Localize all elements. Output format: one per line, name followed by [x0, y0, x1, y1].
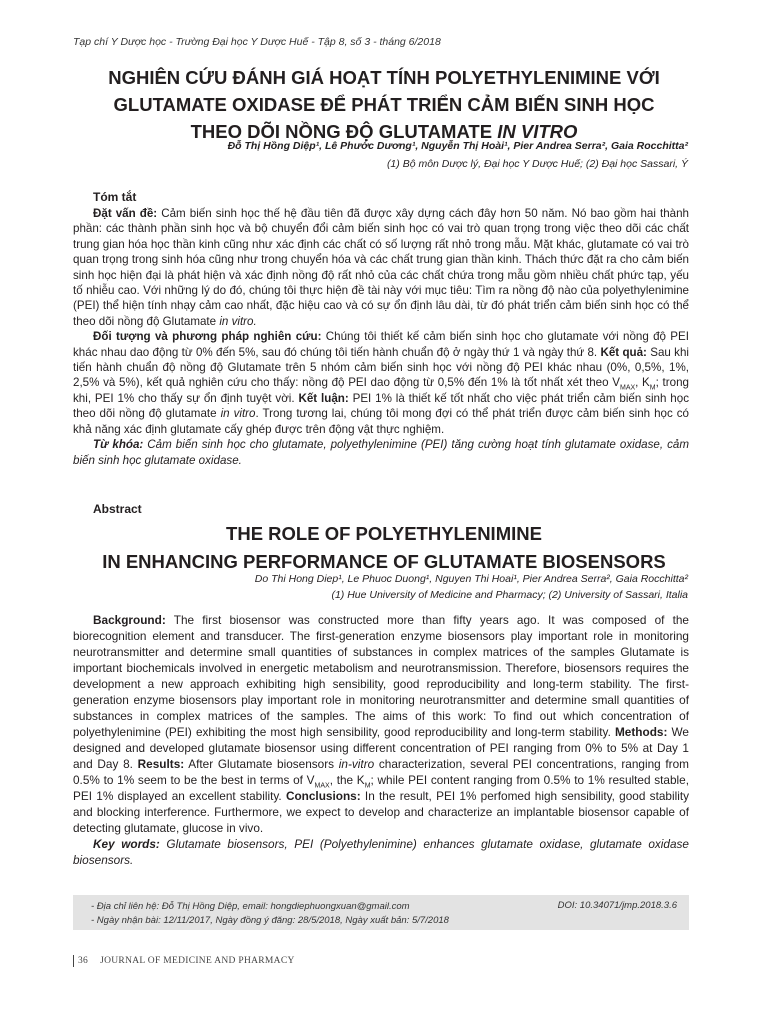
vn-text-results-end: ; trong khi, PEI 1% cho thấy sự ổn định tuyệt vời. [73, 376, 689, 405]
page-number: 36 [78, 956, 89, 967]
en-text-results: After Glutamate biosensors [184, 757, 339, 771]
vn-text-methods: Chúng tôi thiết kế cảm biến sinh học cho glutamate với nồng độ PEI khác nhau dao động từ 0% đến 5%, sau đó chúng tôi tiến hành chuẩn độ ở ngày thứ 1 và ngày thứ 8. [73, 330, 689, 359]
vn-title-line-2: GLUTAMATE OXIDASE ĐỂ PHÁT TRIỂN CẢM BIẾN SINH HỌC [113, 94, 655, 115]
footer-journal-name: JOURNAL OF MEDICINE AND PHARMACY [100, 956, 295, 967]
en-label-results: Results: [137, 757, 185, 771]
vn-abstract-body [73, 206, 689, 468]
vn-label-keywords: Từ khóa: [93, 438, 144, 452]
en-vmax-subscript: MAX [314, 782, 330, 790]
en-text-results-italic: in-vitro [338, 757, 375, 771]
doi-label: DOI: 10.34071/jmp.2018.3.6 [557, 900, 677, 911]
vn-km-subscript: M [649, 384, 656, 392]
vn-summary-heading: Tóm tắt [93, 190, 137, 204]
vn-affiliations: (1) Bộ môn Dược lý, Đại học Y Dược Huế; (2) Đại học Sassari, Ý [386, 158, 688, 170]
en-text-background: The first biosensor was constructed more than fifty years ago. It was composed of the biorecognition element and transducer. The first-generation enzyme biosensors play important role in monitoring neurotransmitter and determine small quantities of substances in complex matrices of the samples Glutamate is important biochemicals involved in energetic metabolism and neurotransmission. Therefore, biosensors requires the development a new approach exhibiting high sensibility, good reproducibility and long-term stability. The first-generation enzyme biosensors play important role in monitoring neurotransmitter and determine small quantities of substances in complex matrices of the samples. The aims of this work: To find out which concentration of polyethylenimine (PEI) exhibiting the most high sensibility, good reproducibility and long-term stability. [73, 613, 689, 739]
en-km-subscript: M [364, 782, 371, 790]
vn-text-conclusion-italic: in vitro [220, 407, 256, 421]
en-affiliations: (1) Hue University of Medicine and Pharmacy; (2) University of Sassari, Italia [331, 589, 688, 601]
vn-text-background: Cảm biến sinh học thế hệ đầu tiên đã được xây dựng cách đây hơn 50 năm. Nó bao gồm hai thành phần: các thành phần sinh học và bộ chuyển đổi cảm biến sinh học có vai trò quan trọng trong việc theo dõi các chất trung gian hóa học thần kinh cũng như xác định các chất có số lượng rất nhỏ trong mẫu. Mặt khác, glutamate có vai trò quan trọng trong sinh hóa cũng như trong chuyển hóa và các chất trung gian thần kinh. Thách thức đặt ra cho cảm biến sinh học hiện đại là phát hiện và xác định nồng độ rất nhỏ của các chất chứa trong mẫu gồm nhiều chất phức tạp, yếu tố nhiễu cao. Với những lý do đó, chúng tôi thực hiện đề tài này với mục tiêu: Tìm ra nồng độ nào của polyethylenimine (PEI) thể hiện tính nhạy cảm cao nhất, đặc hiệu cao và có sự ổn định lâu dài, từ đó phát triển cảm biến sinh học có thể theo dõi nồng độ Glutamate [73, 207, 689, 328]
vn-title-in-vitro: IN VITRO [497, 121, 578, 142]
en-title-line-2: IN ENHANCING PERFORMANCE OF GLUTAMATE BIOSENSORS [102, 551, 666, 572]
en-label-keywords: Key words: [93, 837, 160, 851]
vn-authors: Đỗ Thị Hồng Diệp¹, Lê Phước Dương¹, Nguyễn Thị Hoài¹, Pier Andrea Serra², Gaia Rocchitta² [227, 140, 688, 152]
vn-title-line-3-text: THEO DÕI NỒNG ĐỘ GLUTAMATE [190, 121, 498, 142]
en-abstract-body [73, 612, 689, 868]
en-paragraph-main [73, 612, 689, 836]
abstract-heading: Abstract [93, 502, 142, 516]
vn-text-conclusion-end: . Trong tương lai, chúng tôi mong đợi có thể phát triển được cảm biến sinh học có khả năng xác định glutamate cấy ghép được trên động vật thực nghiệm. [73, 407, 689, 436]
vn-title-line-1: NGHIÊN CỨU ĐÁNH GIÁ HOẠT TÍNH POLYETHYLENIMINE VỚI [108, 67, 660, 88]
contact-email-line: - Địa chỉ liên hệ: Đỗ Thị Hồng Diệp, email: hongdiephuongxuan@gmail.com [91, 901, 410, 912]
en-paragraph-keywords [73, 836, 689, 868]
contact-details [91, 900, 449, 928]
vn-label-conclusion: Kết luận: [298, 391, 349, 405]
journal-header: Tạp chí Y Dược học - Trường Đại học Y Dược Huế - Tập 8, số 3 - tháng 6/2018 [73, 36, 441, 48]
vn-paragraph-keywords [73, 437, 689, 468]
en-text-results-3: ; while PEI content ranging from 0.5% to 1% resulted stable, PEI 1% displayed an excellent stability. [73, 773, 689, 803]
vn-text-background-end: in vitro. [219, 314, 257, 328]
vn-label-background: Đặt vấn đề: [93, 207, 158, 220]
en-title-line-1: THE ROLE OF POLYETHYLENIMINE [226, 523, 542, 544]
page-footer [73, 955, 295, 967]
english-title [60, 520, 708, 576]
contact-dates-line: - Ngày nhận bài: 12/11/2017, Ngày đồng ý đăng: 28/5/2018, Ngày xuất bản: 5/7/2018 [91, 915, 449, 926]
vn-paragraph-methods [73, 329, 689, 437]
vn-label-methods: Đối tượng và phương pháp nghiên cứu: [93, 330, 322, 344]
en-k-text: , the K [329, 773, 365, 787]
en-text-results-2: characterization, several PEI concentrations, ranging from 0.5% to 1% seem to be the best in terms of V [73, 757, 690, 787]
en-text-keywords: Glutamate biosensors, PEI (Polyethylenimine) enhances glutamate oxidase, glutamate oxidase biosensors. [73, 837, 689, 867]
en-authors: Do Thi Hong Diep¹, Le Phuoc Duong¹, Nguyen Thi Hoai¹, Pier Andrea Serra², Gaia Rocchitta² [254, 573, 688, 585]
en-text-methods: We designed and developed glutamate biosensor using different concentration of PEI ranging from 0% to 5% at Day 1 and Day 8. [73, 725, 689, 771]
vn-text-keywords: Cảm biến sinh học cho glutamate, polyethylenimine (PEI) tăng cường hoạt tính glutamate oxidase, cảm biến sinh học glutamate oxidase. [73, 438, 689, 467]
vn-label-results: Kết quả: [600, 345, 647, 359]
vn-text-conclusion: PEI 1% là thiết kế tốt nhất cho việc phát triển cảm biến sinh học theo dõi nồng độ glutamate [73, 391, 690, 421]
en-label-methods: Methods: [614, 725, 668, 739]
en-label-background: Background: [93, 613, 166, 627]
footer-divider [73, 955, 74, 967]
vn-paragraph-background [73, 206, 689, 329]
contact-info-box [73, 895, 689, 930]
vietnamese-title [60, 64, 708, 145]
vn-k-text: , K [635, 376, 650, 390]
vn-vmax-subscript: MAX [619, 384, 636, 392]
vn-text-results: Sau khi tiến hành chuẩn độ nồng độ Glutamate trên 5 nhóm cảm biến sinh học với nồng độ PEI khác nhau (0%, 0,5%, 1%, 2,5% và 5%), kết quả nghiên cứu cho thấy: nồng độ PEI dao động từ 0,5% đến 1% là tốt nhất xét theo V [73, 345, 689, 390]
en-label-conclusions: Conclusions: [285, 789, 361, 803]
en-text-conclusions: In the result, PEI 1% perfomed high sensibility, good stability and blocking interference. Furthermore, we expect to develop and characterize an implantable biosensor capable of detecting glutamate, glucose in vivo. [73, 789, 690, 835]
